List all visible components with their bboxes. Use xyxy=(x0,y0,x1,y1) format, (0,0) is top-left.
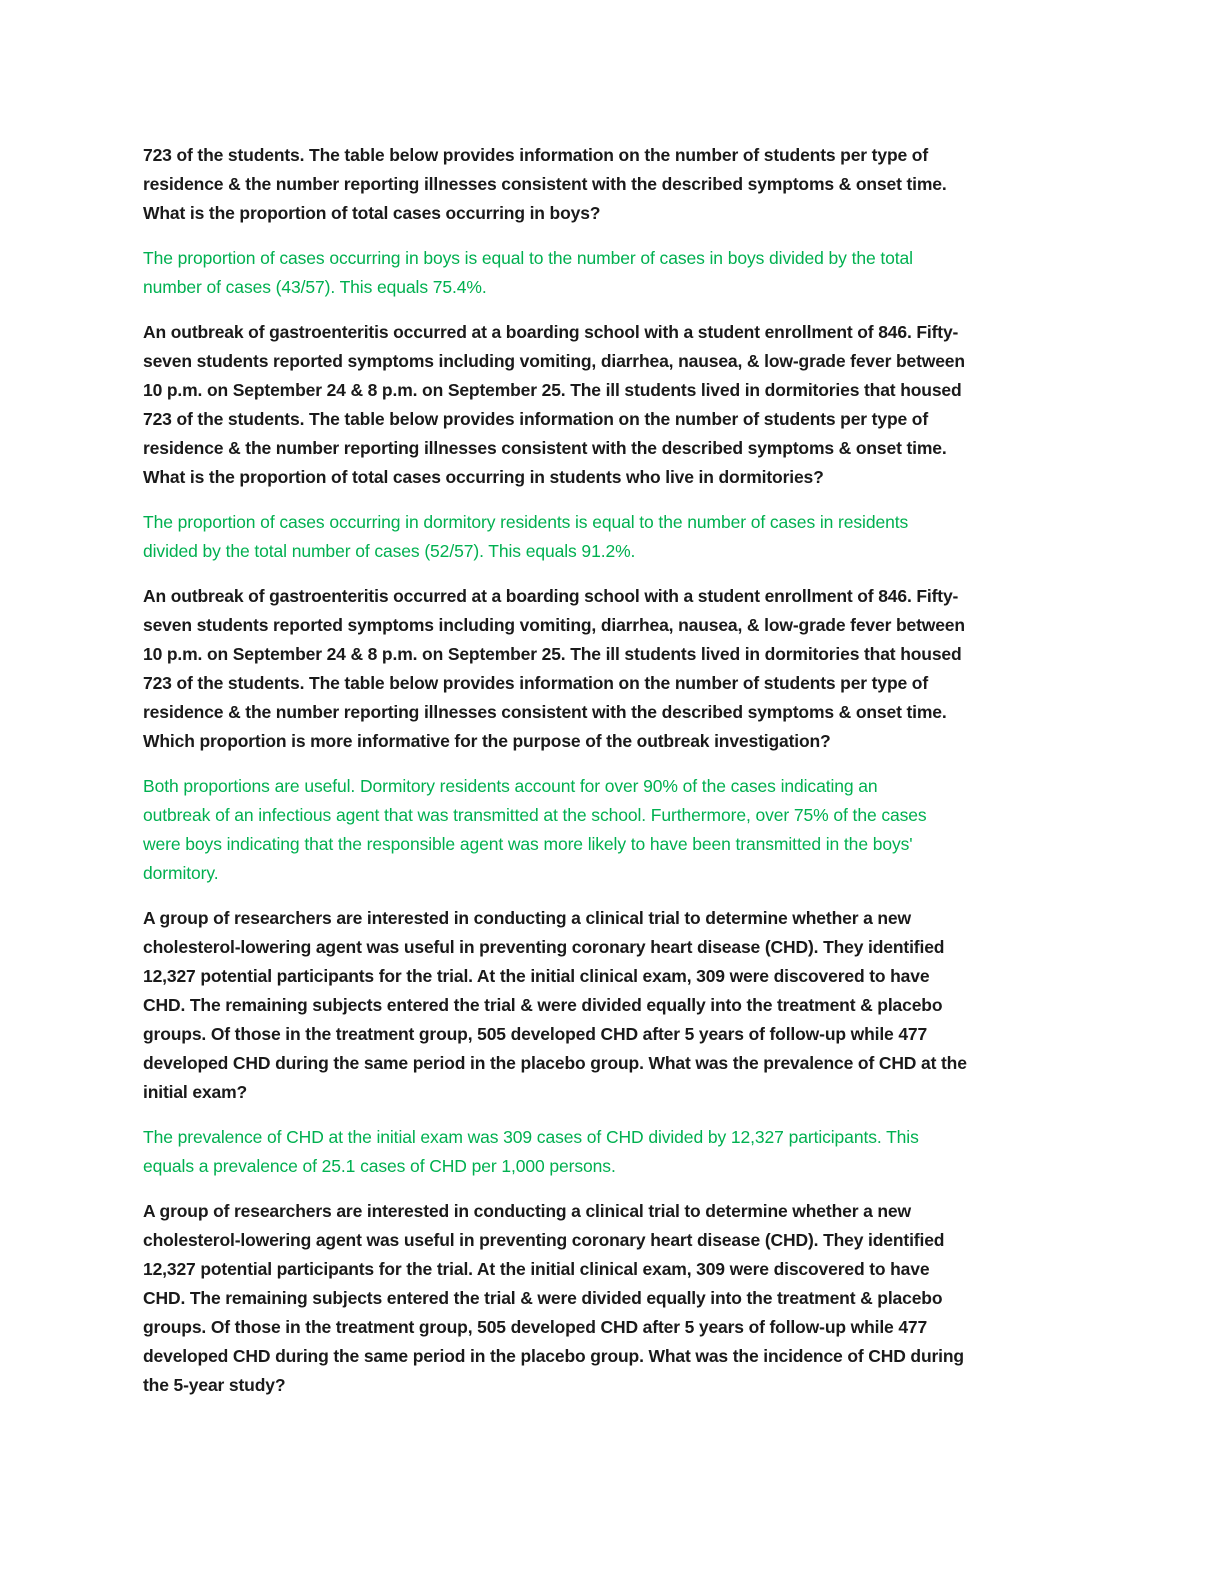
text-line: divided by the total number of cases (52/57). This equals 91.2%. xyxy=(143,541,636,561)
text-line: cholesterol-lowering agent was useful in preventing coronary heart disease (CHD). They identified xyxy=(143,1230,945,1250)
text-line: The prevalence of CHD at the initial exam was 309 cases of CHD divided by 12,327 participants. This xyxy=(143,1127,919,1147)
text-line: were boys indicating that the responsible agent was more likely to have been transmitted in the boys' xyxy=(143,834,913,854)
text-line: developed CHD during the same period in the placebo group. What was the prevalence of CHD at the xyxy=(143,1053,967,1073)
text-line: seven students reported symptoms including vomiting, diarrhea, nausea, & low-grade fever between xyxy=(143,615,965,635)
text-line: CHD. The remaining subjects entered the trial & were divided equally into the treatment & placebo xyxy=(143,995,943,1015)
text-line: 723 of the students. The table below provides information on the number of students per type of xyxy=(143,409,928,429)
text-line: A group of researchers are interested in conducting a clinical trial to determine whether a new xyxy=(143,908,911,928)
text-line: dormitory. xyxy=(143,863,219,883)
text-line: number of cases (43/57). This equals 75.4%. xyxy=(143,277,487,297)
question-paragraph xyxy=(143,318,1103,492)
text-line: the 5-year study? xyxy=(143,1375,286,1395)
text-line: An outbreak of gastroenteritis occurred at a boarding school with a student enrollment of 846. Fifty- xyxy=(143,322,959,342)
answer-paragraph xyxy=(143,772,1103,888)
text-line: seven students reported symptoms including vomiting, diarrhea, nausea, & low-grade fever between xyxy=(143,351,965,371)
text-line: residence & the number reporting illnesses consistent with the described symptoms & onset time. xyxy=(143,702,947,722)
text-line: 723 of the students. The table below provides information on the number of students per type of xyxy=(143,673,928,693)
text-line: groups. Of those in the treatment group, 505 developed CHD after 5 years of follow-up while 477 xyxy=(143,1317,928,1337)
text-line: 10 p.m. on September 24 & 8 p.m. on September 25. The ill students lived in dormitories that housed xyxy=(143,380,962,400)
question-paragraph xyxy=(143,582,1103,756)
text-line: cholesterol-lowering agent was useful in preventing coronary heart disease (CHD). They identified xyxy=(143,937,945,957)
text-line: The proportion of cases occurring in boys is equal to the number of cases in boys divided by the total xyxy=(143,248,913,268)
text-line: 10 p.m. on September 24 & 8 p.m. on September 25. The ill students lived in dormitories that housed xyxy=(143,644,962,664)
answer-paragraph xyxy=(143,244,1103,302)
text-line: A group of researchers are interested in conducting a clinical trial to determine whether a new xyxy=(143,1201,911,1221)
text-line: An outbreak of gastroenteritis occurred at a boarding school with a student enrollment of 846. Fifty- xyxy=(143,586,959,606)
text-line: groups. Of those in the treatment group, 505 developed CHD after 5 years of follow-up while 477 xyxy=(143,1024,928,1044)
text-line: developed CHD during the same period in the placebo group. What was the incidence of CHD during xyxy=(143,1346,964,1366)
answer-paragraph xyxy=(143,508,1103,566)
question-paragraph xyxy=(143,1197,1103,1400)
text-line: What is the proportion of total cases occurring in boys? xyxy=(143,203,601,223)
text-line: The proportion of cases occurring in dormitory residents is equal to the number of cases in residents xyxy=(143,512,909,532)
answer-paragraph xyxy=(143,1123,1103,1181)
text-line: CHD. The remaining subjects entered the trial & were divided equally into the treatment & placebo xyxy=(143,1288,943,1308)
text-line: 723 of the students. The table below provides information on the number of students per type of xyxy=(143,145,928,165)
document-page xyxy=(143,141,1103,1416)
text-line: equals a prevalence of 25.1 cases of CHD per 1,000 persons. xyxy=(143,1156,616,1176)
text-line: Which proportion is more informative for the purpose of the outbreak investigation? xyxy=(143,731,831,751)
question-paragraph xyxy=(143,904,1103,1107)
text-line: What is the proportion of total cases occurring in students who live in dormitories? xyxy=(143,467,824,487)
text-line: 12,327 potential participants for the trial. At the initial clinical exam, 309 were discovered to have xyxy=(143,1259,930,1279)
text-line: Both proportions are useful. Dormitory residents account for over 90% of the cases indicating an xyxy=(143,776,878,796)
text-line: residence & the number reporting illnesses consistent with the described symptoms & onset time. xyxy=(143,174,947,194)
text-line: initial exam? xyxy=(143,1082,248,1102)
text-line: 12,327 potential participants for the trial. At the initial clinical exam, 309 were discovered to have xyxy=(143,966,930,986)
text-line: residence & the number reporting illnesses consistent with the described symptoms & onset time. xyxy=(143,438,947,458)
text-line: outbreak of an infectious agent that was transmitted at the school. Furthermore, over 75% of the cases xyxy=(143,805,927,825)
question-paragraph xyxy=(143,141,1103,228)
